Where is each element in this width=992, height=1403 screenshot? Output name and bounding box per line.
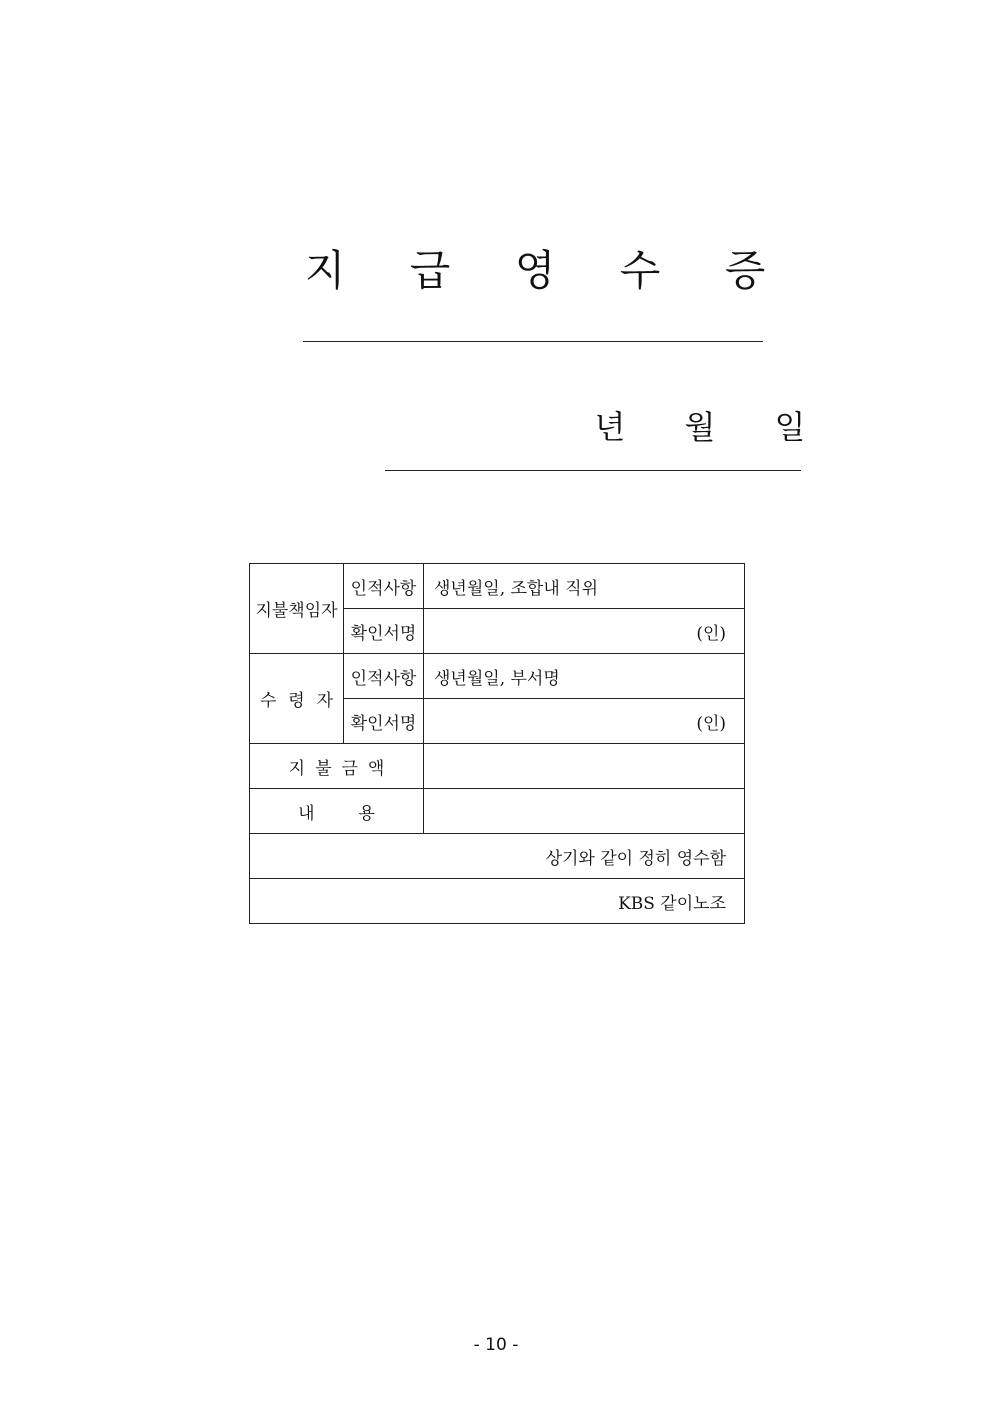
receiver-label-char: 자	[316, 691, 333, 711]
amount-label-cell	[250, 744, 424, 789]
content-value[interactable]	[424, 789, 745, 834]
title-char: 영	[514, 246, 556, 295]
receiver-label-char: 수	[260, 691, 277, 711]
payer-sign-label: 확인서명	[344, 609, 424, 654]
content-label-cell	[250, 789, 424, 834]
payer-sign-mark: (인)	[424, 609, 745, 654]
table-row	[250, 789, 745, 834]
date-underline	[385, 470, 801, 471]
issuer-name: KBS 같이노조	[250, 879, 745, 924]
receiver-info-value: 생년월일, 부서명	[424, 654, 745, 699]
receiver-sign-mark: (인)	[424, 699, 745, 744]
page-number: - 10 -	[473, 1335, 519, 1355]
table-row	[250, 744, 745, 789]
table-row	[250, 879, 745, 924]
content-label: 내용	[298, 803, 419, 824]
date-month-label: 월	[684, 408, 716, 446]
table-row	[250, 834, 745, 879]
table-row	[250, 564, 745, 609]
title-char: 증	[724, 246, 766, 295]
receiver-label	[250, 654, 344, 744]
receiver-sign-label: 확인서명	[344, 699, 424, 744]
date-field	[590, 400, 810, 450]
title-char: 지	[304, 246, 346, 295]
payer-label: 지불책임자	[250, 564, 344, 654]
date-day-label: 일	[774, 408, 806, 446]
title-char: 수	[619, 246, 661, 295]
date-year-label: 년	[594, 408, 626, 446]
table-row	[250, 654, 745, 699]
receipt-table	[249, 563, 745, 924]
receiver-info-label: 인적사항	[344, 654, 424, 699]
amount-label: 지불금액	[288, 758, 395, 779]
title-underline	[303, 341, 763, 342]
payer-info-value: 생년월일, 조합내 직위	[424, 564, 745, 609]
document-title	[300, 238, 770, 298]
payer-info-label: 인적사항	[344, 564, 424, 609]
receipt-statement: 상기와 같이 정히 영수함	[250, 834, 745, 879]
title-char: 급	[409, 246, 451, 295]
amount-value[interactable]	[424, 744, 745, 789]
receiver-label-char: 령	[288, 691, 305, 711]
